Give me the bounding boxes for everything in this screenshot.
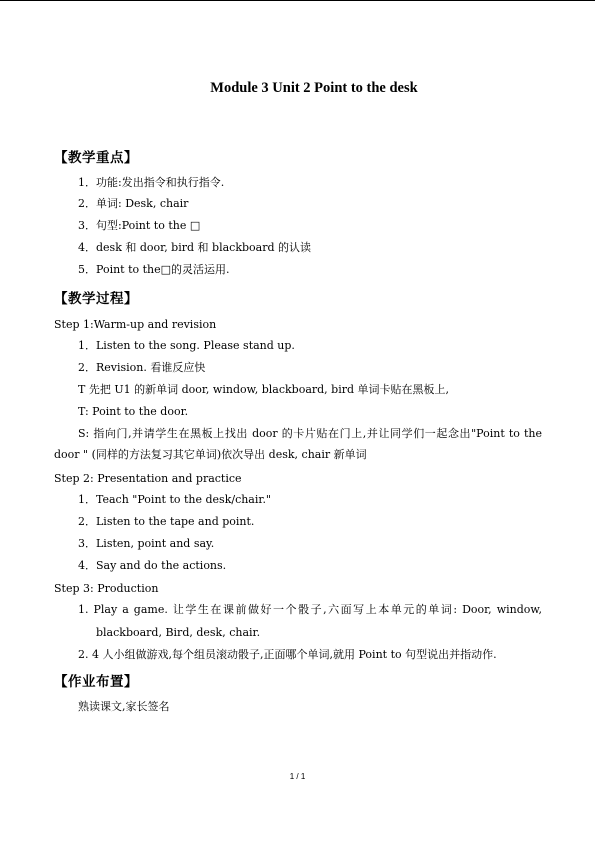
step2-title: Step 2: Presentation and practice [54, 472, 242, 485]
focus-item-5: 5．Point to the□的灵活运用. [78, 263, 230, 276]
page-number: 1 / 1 [289, 772, 306, 781]
page-title: Module 3 Unit 2 Point to the desk [210, 80, 418, 96]
step2-item-3: 3．Listen, point and say. [78, 537, 215, 550]
heading-focus: 【教学重点】 [54, 150, 138, 166]
step1-teacher-point: T: Point to the door. [78, 405, 189, 418]
heading-homework: 【作业布置】 [54, 674, 138, 690]
focus-item-3: 3．句型:Point to the □ [78, 219, 201, 232]
step1-student-line: S: 指向门,并请学生在黑板上找出 door 的卡片贴在门上,并让同学们一起念出"Point to the [78, 427, 542, 440]
step2-item-4: 4．Say and do the actions. [78, 559, 227, 572]
top-rule [0, 0, 595, 1]
step3-item-1-cont: blackboard, Bird, desk, chair. [96, 626, 261, 639]
step1-student-line-cont: door " (同样的方法复习其它单词)依次导出 desk, chair 新单词 [54, 448, 367, 461]
homework-text: 熟读课文,家长签名 [78, 700, 170, 713]
step1-teacher-line: T 先把 U1 的新单词 door, window, blackboard, bird 单词卡贴在黑板上, [78, 383, 450, 396]
heading-process: 【教学过程】 [54, 291, 138, 307]
step1-title: Step 1:Warm-up and revision [54, 318, 217, 331]
step1-item-1: 1．Listen to the song. Please stand up. [78, 339, 295, 352]
step1-item-2: 2．Revision. 看谁反应快 [78, 361, 206, 374]
focus-item-4: 4．desk 和 door, bird 和 blackboard 的认读 [78, 241, 311, 254]
focus-item-2: 2．单词: Desk, chair [78, 197, 189, 210]
step3-item-2: 2. 4 人小组做游戏,每个组员滚动骰子,正面哪个单词,就用 Point to 句型说出并指动作. [78, 648, 497, 661]
focus-item-1: 1．功能:发出指令和执行指令. [78, 176, 225, 189]
step2-item-2: 2．Listen to the tape and point. [78, 515, 255, 528]
step2-item-1: 1．Teach "Point to the desk/chair." [78, 493, 271, 506]
step3-title: Step 3: Production [54, 582, 159, 595]
step3-item-1: 1. Play a game. 让学生在课前做好一个骰子,六面写上本单元的单词: Door, window, [78, 603, 542, 616]
